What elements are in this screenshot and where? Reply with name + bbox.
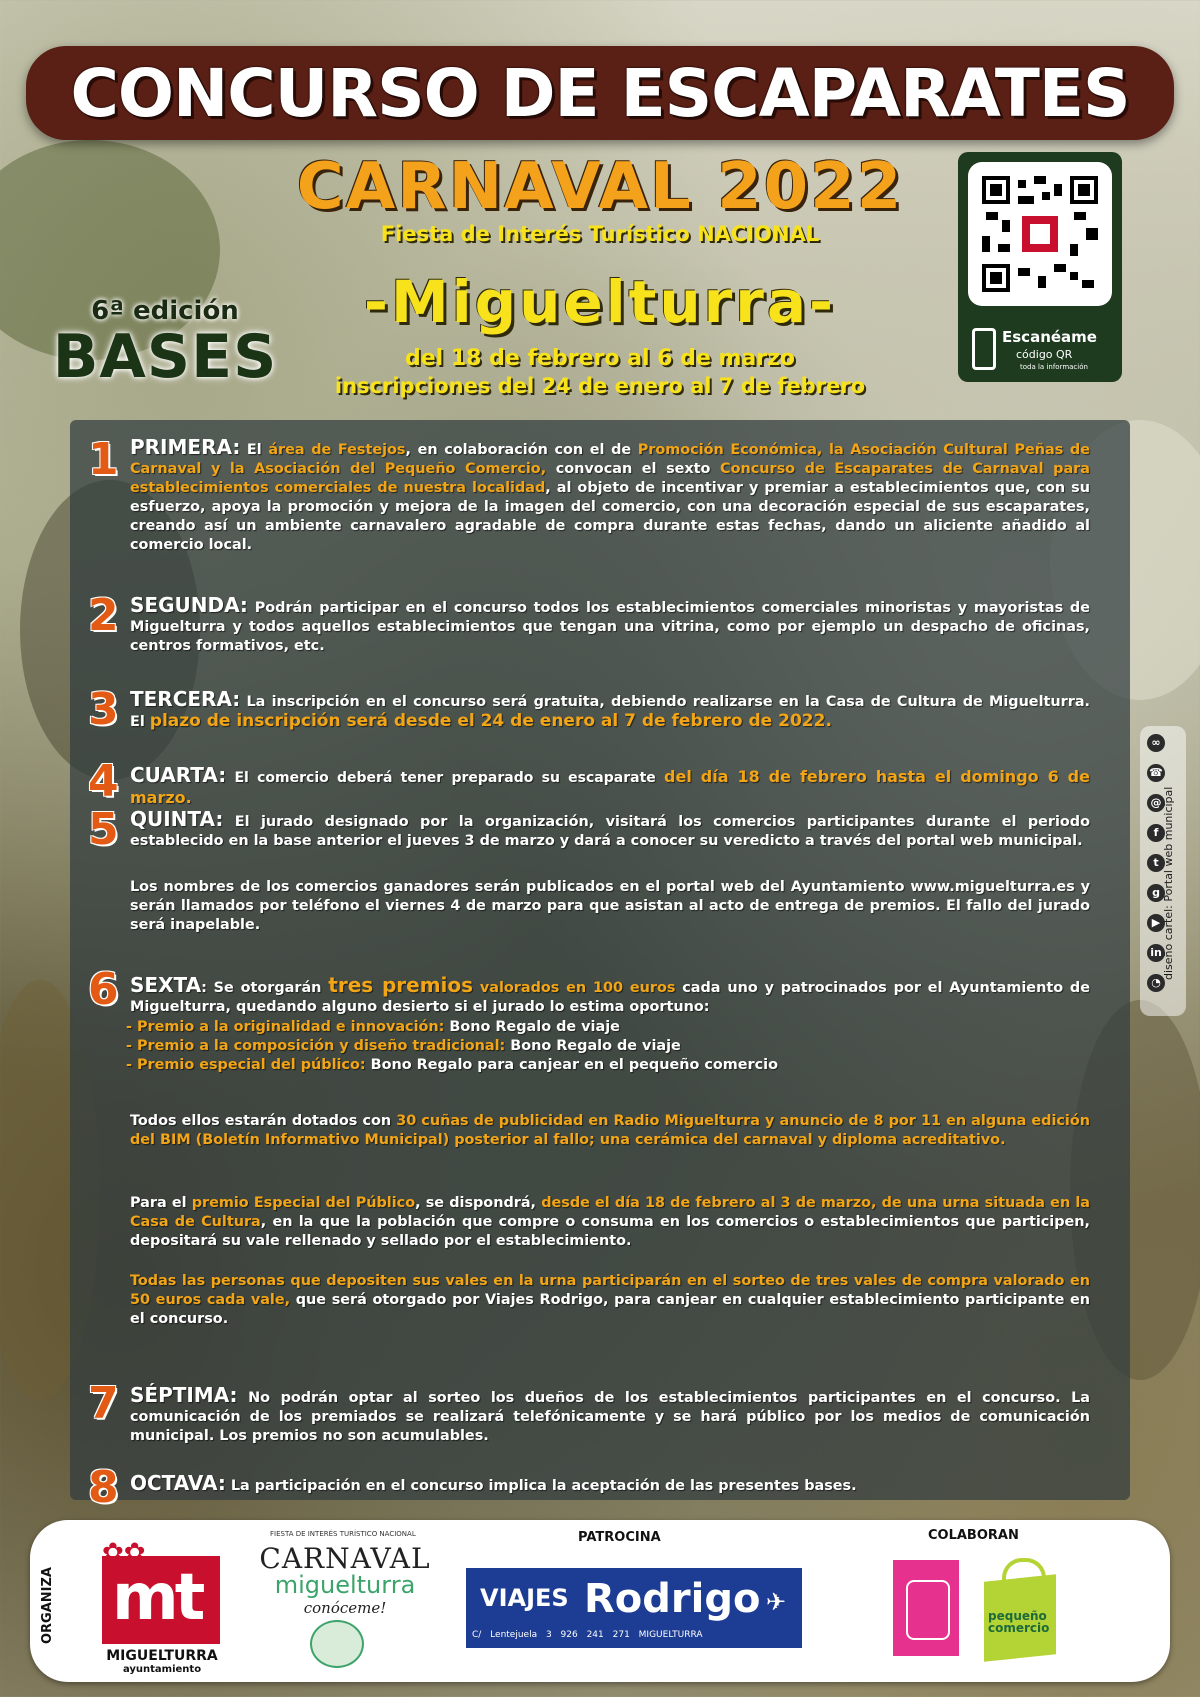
miguelturra-name: MIGUELTURRA bbox=[106, 1648, 218, 1664]
twitter-icon[interactable]: t bbox=[1147, 854, 1165, 872]
phone-icon bbox=[972, 328, 996, 370]
rule-6 bbox=[88, 964, 1090, 1017]
at-icon[interactable]: @ bbox=[1147, 794, 1165, 812]
viajes-address: C/ Lentejuela 3 926 241 271 MIGUELTURRA bbox=[472, 1630, 703, 1640]
rule-3 bbox=[88, 684, 1090, 735]
pequeno-comercio-logo bbox=[984, 1558, 1074, 1658]
fiesta-subheading: Fiesta de Interés Turístico NACIONAL bbox=[380, 222, 820, 246]
google-plus-icon[interactable]: g bbox=[1147, 884, 1165, 902]
bases-label: BASES bbox=[52, 322, 278, 392]
link-icon[interactable]: ∞ bbox=[1147, 734, 1165, 752]
penas-carnaval-logo bbox=[893, 1560, 959, 1656]
ayuntamiento-label: ayuntamiento bbox=[122, 1664, 202, 1675]
qr-scan-label: Escanéame bbox=[1002, 328, 1097, 346]
rule-6-paragraph-4: Todas las personas que depositen sus vales en la urna participarán en el sorteo de tres vales de compra valorado en 50 euros cada vale, que será otorgado por Viajes Rodrigo, para canjear en cualquier establecimiento participante en el concurso. bbox=[130, 1273, 1090, 1327]
rule-text: OCTAVA: La participación en el concurso implica la aceptación de las presentes bases. bbox=[130, 1471, 857, 1495]
miguelturra-logo-word: miguelturra bbox=[274, 1571, 416, 1599]
rule-number: 7 bbox=[88, 1378, 119, 1429]
town-heading: -Miguelturra- bbox=[363, 268, 837, 336]
rule-number: 2 bbox=[88, 590, 119, 641]
rule-number: 4 bbox=[88, 756, 119, 807]
rule-6-paragraph-3: Para el premio Especial del Público, se dispondrá, desde el día 18 de febrero al 3 de marzo, de una urna situada en la Casa de Cultura, en la que la población que compre o consuma en los comercios o establecimientos que participen, depositará su vale rellenado y sellado por el establecimiento. bbox=[130, 1195, 1090, 1249]
carnaval-miguelturra-logo bbox=[250, 1542, 440, 1617]
registration-dates: inscripciones del 24 de enero al 7 de febrero bbox=[334, 374, 866, 398]
design-credit: diseño cartel: Portal web municipal bbox=[1162, 786, 1175, 980]
carnaval-logo-word: CARNAVAL bbox=[259, 1542, 431, 1575]
colaboran-label: COLABORAN bbox=[928, 1528, 1019, 1543]
logo-mt: mt bbox=[112, 1561, 202, 1635]
rule-text: SÉPTIMA: No podrán optar al sorteo los dueños de los establecimientos participantes en el concurso. La comunicación de los premiados se realizará telefónicamente y se hará público por los medios de comunicación municipal. Los premios no son acumulables. bbox=[130, 1383, 1090, 1444]
qr-code-label: código QR bbox=[1016, 348, 1073, 361]
linkedin-icon[interactable]: in bbox=[1147, 944, 1165, 962]
seal-icon bbox=[906, 1580, 950, 1640]
flower-icon: ✿✿ bbox=[102, 1538, 146, 1568]
rule-2 bbox=[88, 590, 1090, 656]
edition-label: 6ª edición bbox=[91, 296, 239, 326]
rule-5-paragraph-2: Los nombres de los comercios ganadores serán publicados en el portal web del Ayuntamiento www.miguelturra.es y serán llamados por teléfono el viernes 4 de marzo para que asistan al acto de entrega de premios. El fallo del jurado será inapelable. bbox=[130, 879, 1090, 933]
rule-number: 8 bbox=[88, 1462, 119, 1513]
prize-list bbox=[126, 1018, 1086, 1075]
rule-heading: SEGUNDA: bbox=[130, 593, 248, 617]
prize-item: - Premio a la originalidad e innovación: Bono Regalo de viaje bbox=[126, 1019, 620, 1035]
rule-4 bbox=[88, 756, 1090, 809]
carnaval-heading: CARNAVAL 2022 bbox=[296, 150, 904, 224]
rule-heading: PRIMERA: bbox=[130, 435, 241, 459]
rule-heading: OCTAVA: bbox=[130, 1471, 226, 1495]
rules-panel bbox=[70, 420, 1130, 1500]
conoceme-logo-word: conóceme! bbox=[303, 1599, 387, 1617]
rule-text: QUINTA: El jurado designado por la organización, visitará los comercios participantes durante el periodo establecido en la base anterior el jueves 3 de marzo y dará a conocer su veredicto a través del portal web municipal. bbox=[130, 807, 1090, 849]
rule-number: 6 bbox=[88, 964, 119, 1015]
prize-item: - Premio especial del público: Bono Regalo para canjear en el pequeño comercio bbox=[126, 1057, 778, 1073]
rule-text: SEXTA: Se otorgarán tres premios valorados en 100 euros cada uno y patrocinados por el Ayuntamiento de Miguelturra, quedando alguno desierto si el jurado lo estima oportuno: bbox=[130, 973, 1090, 1015]
rule-number: 1 bbox=[88, 434, 119, 485]
rule-heading: QUINTA: bbox=[130, 807, 224, 831]
qr-info-label: toda la información bbox=[1020, 363, 1088, 371]
phone-icon[interactable]: ☎ bbox=[1147, 764, 1165, 782]
event-dates: del 18 de febrero al 6 de marzo bbox=[405, 346, 795, 371]
rule-number: 3 bbox=[88, 684, 119, 735]
rule-7 bbox=[88, 1378, 1090, 1446]
rule-heading: CUARTA: bbox=[130, 763, 227, 787]
organiza-label: ORGANIZA bbox=[40, 1567, 55, 1644]
airplane-icon: ✈ bbox=[766, 1588, 787, 1616]
rule-number: 5 bbox=[88, 804, 119, 855]
page-title: CONCURSO DE ESCAPARATES bbox=[70, 54, 1130, 132]
mask-icon bbox=[310, 1620, 364, 1668]
pequeno-comercio-text: pequeño comercio bbox=[988, 1609, 1050, 1635]
viajes-rodrigo-logo bbox=[466, 1568, 802, 1648]
rule-text: SEGUNDA: Podrán participar en el concurso todos los establecimientos comerciales minoristas y mayoristas de Miguelturra y todos aquellos establecimientos que tengan una vitrina, como por ejemplo un despacho de oficinas, centros formativos, etc. bbox=[130, 593, 1090, 654]
rule-text: PRIMERA: El área de Festejos, en colaboración con el de Promoción Económica, la Asociación Cultural Peñas de Carnaval y la Asociación del Pequeño Comercio, convocan el sexto Concurso de Escaparates de Carnaval para establecimientos comerciales de nuestra localidad, al objeto de incentivar y premiar a establecimientos que, con su esfuerzo, apoya la promoción y mejora de la imagen del comercio, con una decoración especial de sus escaparates, creando así un ambiente carnavalero agradable de compra durante estas fechas, dando un aliciente añadido al comercio local. bbox=[130, 435, 1090, 553]
rule-heading: TERCERA: bbox=[130, 687, 241, 711]
rule-8 bbox=[88, 1462, 1090, 1513]
rule-heading: SEXTA bbox=[130, 973, 202, 997]
carnaval-logo-caption: FIESTA DE INTERÉS TURÍSTICO NACIONAL bbox=[270, 1530, 416, 1538]
qr-pattern bbox=[982, 176, 1098, 292]
patrocina-label: PATROCINA bbox=[578, 1530, 661, 1545]
rule-6-paragraph-2: Todos ellos estarán dotados con 30 cuñas de publicidad en Radio Miguelturra y anuncio de 8 por 11 en alguna edición del BIM (Boletín Informativo Municipal) posterior al fallo; una cerámica del carnaval y diploma acreditativo. bbox=[130, 1113, 1090, 1148]
edition-badge bbox=[50, 296, 280, 392]
facebook-icon[interactable]: f bbox=[1147, 824, 1165, 842]
rule-heading: SÉPTIMA: bbox=[130, 1383, 238, 1407]
rss-icon[interactable]: ◔ bbox=[1147, 974, 1165, 992]
qr-panel[interactable] bbox=[958, 152, 1122, 382]
rule-1 bbox=[88, 434, 1090, 555]
miguelturra-logo bbox=[102, 1538, 222, 1646]
qr-code[interactable] bbox=[968, 162, 1112, 306]
rodrigo-word: Rodrigo bbox=[584, 1576, 761, 1622]
viajes-word: VIAJES bbox=[480, 1584, 569, 1612]
prize-item: - Premio a la composición y diseño tradicional: Bono Regalo de viaje bbox=[126, 1038, 681, 1054]
youtube-icon[interactable]: ▶ bbox=[1147, 914, 1165, 932]
rule-text: TERCERA: La inscripción en el concurso será gratuita, debiendo realizarse en la Casa de Cultura de Miguelturra. El plazo de inscripción será desde el 24 de enero al 7 de febrero de 2022. bbox=[130, 687, 1090, 731]
rule-5 bbox=[88, 804, 1090, 855]
title-banner bbox=[26, 46, 1174, 140]
rule-text: CUARTA: El comercio deberá tener preparado su escaparate del día 18 de febrero hasta el domingo 6 de marzo. bbox=[130, 763, 1090, 807]
